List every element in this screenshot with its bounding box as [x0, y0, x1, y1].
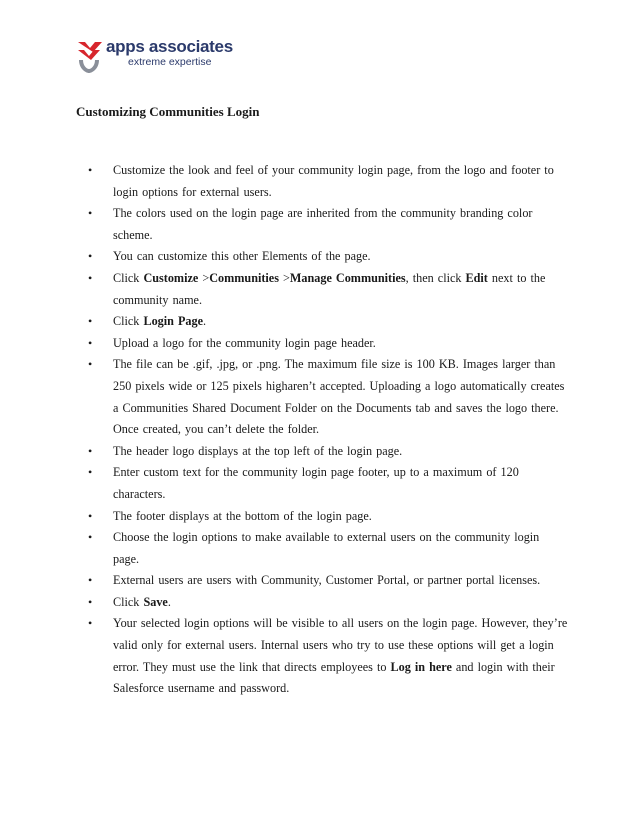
bullet-text: and login with their Salesforce username and password. — [113, 659, 555, 696]
bullet-bold-text: Communities — [209, 270, 279, 285]
bullet-bold-text: Login Page — [143, 314, 204, 329]
bullet-item — [88, 570, 568, 592]
bullet-text: Click — [113, 594, 144, 609]
bullet-text: The footer displays at the bottom of the login page. — [113, 508, 372, 523]
bullet-item — [88, 268, 568, 311]
bullet-list — [88, 160, 568, 700]
logo-company-name: apps associates — [106, 37, 233, 56]
bullet-item — [88, 160, 568, 203]
bullet-text: > — [278, 270, 290, 285]
bullet-item — [88, 354, 568, 440]
bullet-text: Click — [113, 270, 144, 285]
bullet-bold-text: Manage Communities — [289, 270, 406, 285]
bullet-bold-text: Customize — [143, 270, 199, 285]
bullet-text: The colors used on the login page are inherited from the community branding color scheme. — [113, 206, 533, 242]
bullet-text: Your selected login options will be visible to all users on the login page. However, they’re valid only for external users. Internal users who try to use these options will get a login error. They must use the link that directs employees to — [113, 616, 568, 674]
bullet-bold-text: Save — [143, 594, 168, 609]
bullet-text: Choose the login options to make available to external users on the community login page. — [113, 530, 540, 566]
bullet-bold-text: Edit — [465, 270, 488, 285]
bullet-text: . — [203, 314, 207, 329]
bullet-text: , then click — [405, 270, 466, 285]
bullet-item — [88, 527, 568, 570]
bullet-text: External users are users with Community, Customer Portal, or partner portal licenses. — [113, 573, 541, 588]
apps-associates-logo-icon — [76, 38, 102, 74]
bullet-text: Customize the look and feel of your community login page, from the logo and footer to login options for external users. — [113, 163, 554, 199]
document-heading: Customizing Communities Login — [76, 104, 260, 119]
bullet-text: The header logo displays at the top left of the login page. — [113, 443, 403, 458]
bullet-item — [88, 462, 568, 505]
bullet-text: next to the community name. — [113, 270, 546, 307]
bullet-item — [88, 613, 568, 699]
bullet-text: You can customize this other Elements of the page. — [113, 249, 371, 264]
bullet-text: . — [167, 594, 171, 609]
bullet-text: Click — [113, 314, 144, 329]
bullet-text: Enter custom text for the community login page footer, up to a maximum of 120 characters. — [113, 465, 519, 501]
bullet-item — [88, 203, 568, 246]
bullet-item — [88, 311, 568, 333]
bullet-bold-text: Log in here — [390, 659, 452, 674]
company-logo — [76, 38, 233, 74]
bullet-item — [88, 441, 568, 463]
bullet-item — [88, 333, 568, 355]
bullet-text: > — [198, 270, 210, 285]
logo-tagline: extreme expertise — [128, 56, 212, 68]
bullet-item — [88, 506, 568, 528]
bullet-item — [88, 592, 568, 614]
bullet-text: Upload a logo for the community login page header. — [113, 335, 376, 350]
bullet-text: The file can be .gif, .jpg, or .png. The maximum file size is 100 KB. Images larger than 250 pixels wide or 125 pixels higharen’t accepted. Uploading a logo automatically creates a Communities Shared Document Folder on the Documents tab and saves the logo there. Once created, you can’t delete the folder. — [113, 357, 565, 437]
bullet-item — [88, 246, 568, 268]
